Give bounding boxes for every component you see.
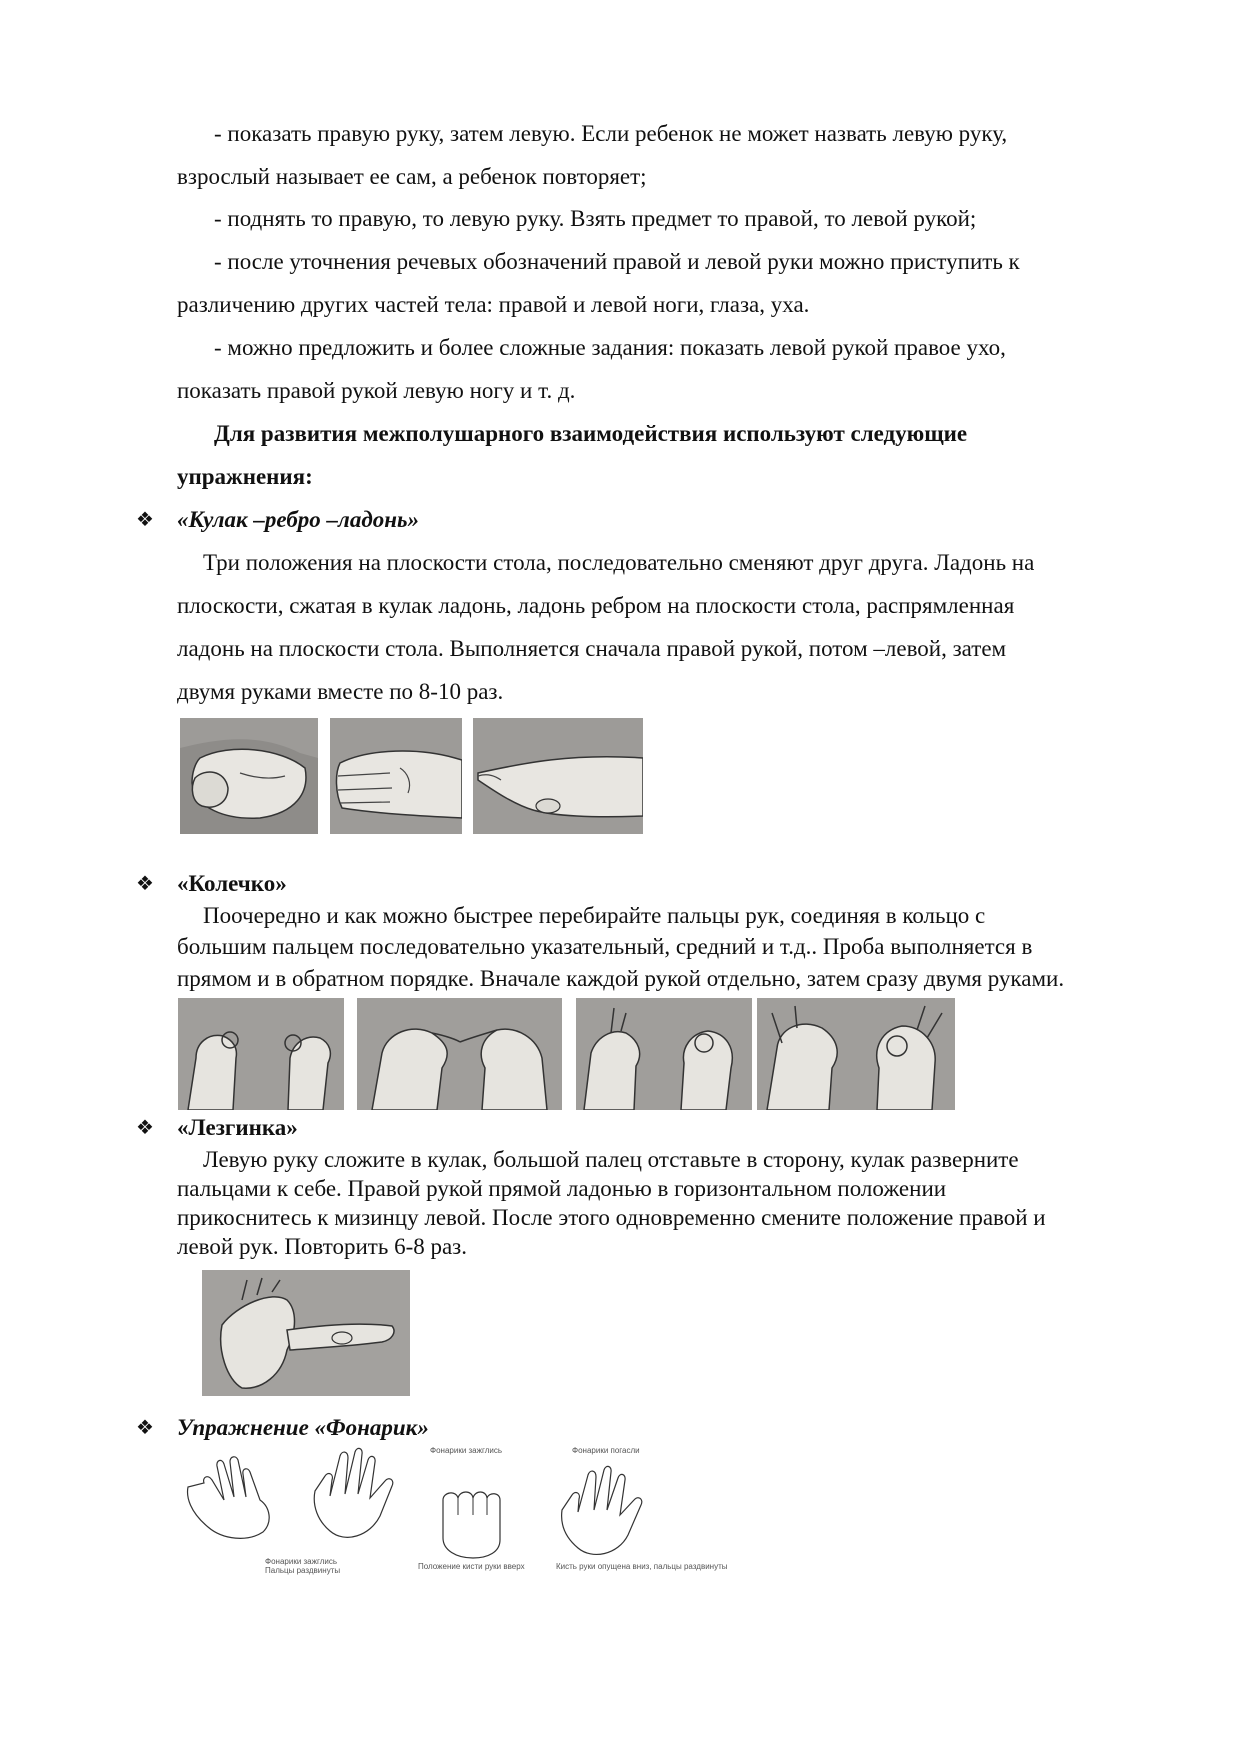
exercise3-line3: прикоснитесь к мизинцу левой. После этого одновременно смените положение правой и	[177, 1205, 1046, 1230]
exercise3-line4: левой рук. Повторить 6-8 раз.	[177, 1234, 468, 1259]
intro-p1-line1: - показать правую руку, затем левую. Если ребенок не может назвать левую руку,	[214, 121, 1008, 146]
ring-photo-2	[357, 998, 562, 1110]
bullet-icon: ❖	[136, 509, 154, 531]
intro-p3-line1: - после уточнения речевых обозначений правой и левой руки можно приступить к	[214, 249, 1020, 274]
exercise1-line2: плоскости, сжатая в кулак ладонь, ладонь ребром на плоскости стола, распрямленная	[177, 593, 1015, 618]
edge-hand-photo	[330, 718, 462, 834]
lezginka-photo	[202, 1270, 410, 1396]
palm-hand-photo	[473, 718, 643, 834]
exercise3-title: «Лезгинка»	[177, 1115, 298, 1140]
exercise3-line1: Левую руку сложите в кулак, большой палец отставьте в сторону, кулак разверните	[203, 1147, 1019, 1172]
ring-photo-3	[576, 998, 752, 1110]
caption-hand-up: Положение кисти руки вверх	[418, 1562, 525, 1571]
section-heading-line1: Для развития межполушарного взаимодействия используют следующие	[214, 421, 968, 446]
fist-hand-photo	[180, 718, 318, 834]
lantern-sketch-1	[178, 1452, 278, 1552]
exercise1-title: «Кулак –ребро –ладонь»	[177, 507, 420, 532]
exercise2-line1: Поочередно и как можно быстрее перебирайте пальцы рук, соединяя в кольцо с	[203, 903, 986, 928]
bullet-icon: ❖	[136, 1117, 154, 1139]
exercise2-title: «Колечко»	[177, 871, 287, 896]
caption-lantern-1a: Фонарики зажглись	[265, 1557, 338, 1566]
lantern-sketch-3	[428, 1470, 518, 1560]
intro-p4-line2: показать правой рукой левую ногу и т. д.	[177, 378, 576, 403]
bullet-icon: ❖	[136, 873, 154, 895]
bullet-icon: ❖	[136, 1417, 154, 1439]
ring-photo-1	[178, 998, 344, 1110]
intro-p1-line2: взрослый называет ее сам, а ребенок повторяет;	[177, 164, 647, 189]
section-heading-line2: упражнения:	[177, 464, 313, 489]
exercise1-line3: ладонь на плоскости стола. Выполняется сначала правой рукой, потом –левой, затем	[177, 636, 1007, 661]
exercise1-line4: двумя руками вместе по 8-10 раз.	[177, 679, 504, 704]
intro-p4-line1: - можно предложить и более сложные задания: показать левой рукой правое ухо,	[214, 335, 1006, 360]
exercise4-title: Упражнение «Фонарик»	[177, 1415, 429, 1440]
caption-lantern-1b: Пальцы раздвинуты	[265, 1566, 341, 1575]
exercise3-line2: пальцами к себе. Правой рукой прямой ладонью в горизонтальном положении	[177, 1176, 947, 1201]
lantern-sketch-4	[550, 1460, 660, 1560]
exercise2-line3: прямом и в обратном порядке. Вначале каждой рукой отдельно, затем сразу двумя руками.	[177, 966, 1065, 991]
intro-p3-line2: различению других частей тела: правой и левой ноги, глаза, уха.	[177, 292, 810, 317]
exercise2-line2: большим пальцем последовательно указательный, средний и т.д.. Проба выполняется в	[177, 934, 1033, 959]
caption-lights-on: Фонарики зажглись	[430, 1446, 503, 1455]
caption-hand-down: Кисть руки опущена вниз, пальцы раздвинуты	[556, 1562, 728, 1571]
caption-lights-off: Фонарики погасли	[572, 1446, 640, 1455]
exercise1-line1: Три положения на плоскости стола, последовательно сменяют друг друга. Ладонь на	[203, 550, 1035, 575]
ring-photo-4	[757, 998, 955, 1110]
lantern-sketch-2	[300, 1446, 410, 1552]
intro-p2-line1: - поднять то правую, то левую руку. Взять предмет то правой, то левой рукой;	[214, 206, 977, 231]
